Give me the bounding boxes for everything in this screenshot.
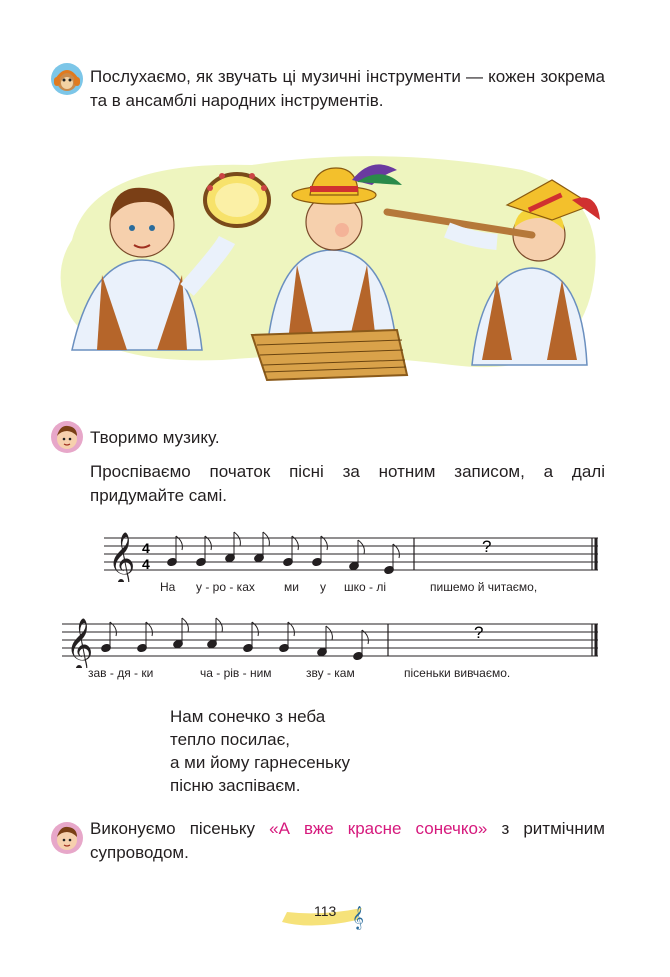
page-number: 113 — [314, 903, 337, 919]
question-mark: ? — [482, 537, 492, 556]
cymbaly-instrument — [252, 330, 407, 380]
lyric: зав - дя - ки — [88, 666, 154, 680]
poem-line: а ми йому гарнесеньку — [170, 753, 351, 772]
music-staff-1 — [104, 522, 598, 602]
boy-avatar-icon — [50, 420, 84, 454]
lyric: ми — [284, 580, 299, 594]
lyric: пісеньки вивчаємо. — [404, 666, 511, 680]
tambourine — [205, 173, 269, 226]
poem — [170, 705, 350, 797]
song-title: «А вже красне сонечко» — [269, 819, 488, 838]
page-number-banner — [282, 900, 382, 930]
note — [173, 618, 189, 649]
poem-line: пісню заспіваєм. — [170, 776, 301, 795]
time-signature-bottom: 4 — [142, 556, 150, 572]
note — [207, 618, 223, 649]
note — [225, 532, 241, 563]
section2-heading: Творимо музику. — [90, 428, 220, 447]
lyric: На — [160, 580, 176, 594]
folk-musicians-illustration — [52, 150, 612, 395]
time-signature-top: 4 — [142, 540, 150, 556]
lyric: у — [320, 580, 326, 594]
lyric: зву - кам — [306, 666, 355, 680]
section3-text-before: Виконуємо пісеньку — [90, 819, 270, 838]
note — [349, 540, 365, 571]
poem-line: Нам сонечко з неба — [170, 707, 326, 726]
section3-text-after: з ритмічним супроводом. — [90, 819, 605, 862]
lyric: ча - рів - ним — [200, 666, 272, 680]
treble-clef: 𝄞 — [66, 617, 94, 668]
section3-paragraph — [90, 817, 605, 865]
poem-line: тепло посилає, — [170, 730, 290, 749]
lyric: у - ро - ках — [196, 580, 255, 594]
listen-paragraph: Послухаємо, як звучать ці музичні інструменти — кожен зокрема та в ансамблі народних інструментів. — [90, 67, 605, 110]
treble-clef-icon: 𝄞 — [352, 905, 364, 929]
section2-paragraph: Проспіваємо початок пісні за нотним записом, а далі придумайте самі. — [90, 462, 605, 505]
boy-avatar-icon — [50, 821, 84, 855]
lyric: шко - лі — [344, 580, 387, 594]
treble-clef: 𝄞 — [108, 531, 136, 582]
note — [317, 626, 333, 657]
note — [254, 532, 270, 563]
lyric: пишемо й читаємо, — [430, 580, 538, 594]
question-mark: ? — [474, 623, 484, 642]
music-staff-2 — [62, 608, 598, 688]
monkey-headphones-icon — [50, 62, 84, 96]
